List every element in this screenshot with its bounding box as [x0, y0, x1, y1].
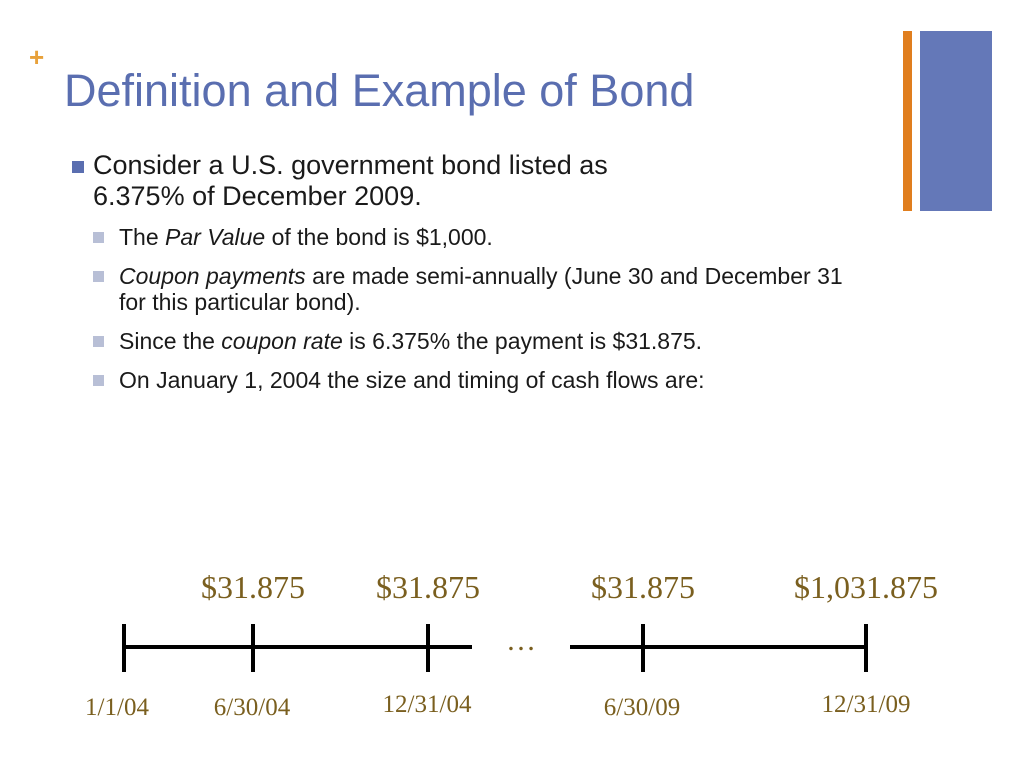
sub-bullet-text: The — [119, 224, 166, 250]
sub-bullet-text: Since the — [119, 328, 222, 354]
cash-flow-amount: $31.875 — [376, 569, 480, 605]
timeline-date: 6/30/09 — [603, 694, 681, 721]
main-bullet-line2: 6.375% of December 2009. — [93, 181, 422, 211]
sub-bullet-text: of the bond is $1,000. — [265, 224, 493, 250]
cash-flow-amount: $1,031.875 — [794, 569, 938, 605]
main-bullet-line1: Consider a U.S. government bond listed as — [93, 150, 608, 180]
sub-bullet-emphasis: coupon rate — [221, 328, 343, 354]
plus-mark: + — [29, 42, 45, 72]
sub-bullet-emphasis: Coupon payments — [119, 263, 306, 289]
timeline-date: 12/31/09 — [821, 691, 911, 718]
sub-bullet-emphasis: Par Value — [165, 224, 266, 250]
sub-bullet-text: On January 1, 2004 the size and timing of cash flows are: — [119, 367, 705, 393]
cash-flow-amount: $31.875 — [201, 569, 305, 605]
timeline-ellipsis: … — [506, 624, 536, 657]
timeline-date: 6/30/04 — [213, 694, 291, 721]
sub-bullet-text: are made semi-annually (June 30 and December 31 for this particular bond). — [119, 263, 843, 315]
sub-bullet-text: is 6.375% the payment is $31.875. — [342, 328, 703, 354]
timeline-date: 1/1/04 — [85, 694, 149, 721]
timeline-date: 12/31/04 — [382, 691, 472, 718]
slide-title: Definition and Example of Bond — [64, 65, 695, 116]
cash-flow-amount: $31.875 — [591, 569, 695, 605]
